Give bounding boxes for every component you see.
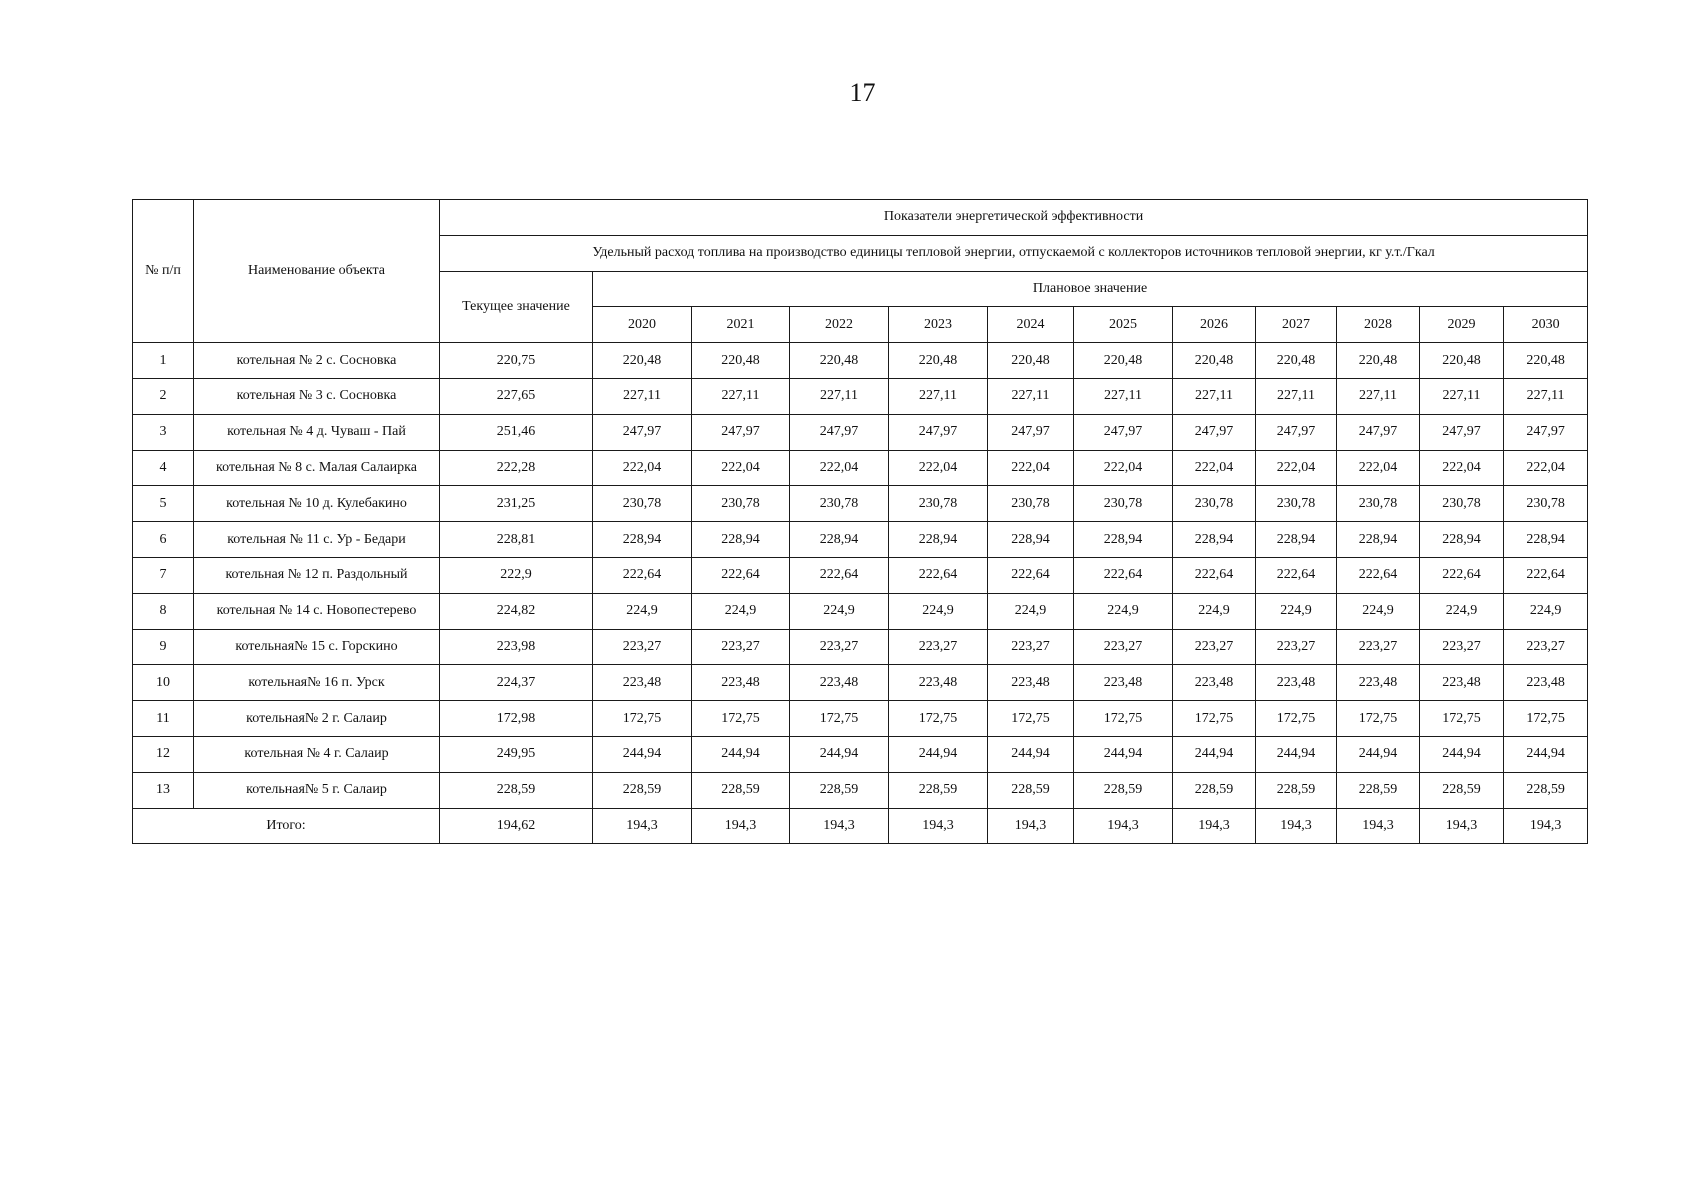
row-planned-value: 228,94 <box>692 522 790 558</box>
header-year: 2027 <box>1256 307 1337 343</box>
row-planned-value: 228,94 <box>1256 522 1337 558</box>
total-planned-value: 194,3 <box>889 808 988 844</box>
row-number: 2 <box>133 378 194 414</box>
row-current-value: 228,81 <box>440 522 593 558</box>
row-planned-value: 227,11 <box>692 378 790 414</box>
row-planned-value: 227,11 <box>1420 378 1504 414</box>
total-planned-value: 194,3 <box>988 808 1074 844</box>
row-planned-value: 230,78 <box>1256 486 1337 522</box>
row-number: 3 <box>133 414 194 450</box>
row-object-name: котельная № 11 с. Ур - Бедари <box>194 522 440 558</box>
row-planned-value: 247,97 <box>889 414 988 450</box>
row-planned-value: 228,59 <box>1504 772 1588 808</box>
row-current-value: 224,37 <box>440 665 593 701</box>
row-planned-value: 224,9 <box>988 593 1074 629</box>
row-planned-value: 224,9 <box>1074 593 1173 629</box>
row-planned-value: 228,94 <box>790 522 889 558</box>
row-planned-value: 223,48 <box>593 665 692 701</box>
total-planned-value: 194,3 <box>692 808 790 844</box>
row-planned-value: 222,04 <box>593 450 692 486</box>
row-planned-value: 228,94 <box>593 522 692 558</box>
row-planned-value: 228,94 <box>1420 522 1504 558</box>
row-planned-value: 172,75 <box>988 701 1074 737</box>
row-planned-value: 224,9 <box>1420 593 1504 629</box>
row-planned-value: 222,64 <box>1420 557 1504 593</box>
table-row <box>133 378 1588 414</box>
row-planned-value: 223,27 <box>988 629 1074 665</box>
row-planned-value: 223,27 <box>1420 629 1504 665</box>
total-planned-value: 194,3 <box>1420 808 1504 844</box>
header-group-title: Показатели энергетической эффективности <box>440 200 1588 236</box>
header-year: 2024 <box>988 307 1074 343</box>
row-planned-value: 223,48 <box>1337 665 1420 701</box>
row-planned-value: 228,59 <box>1173 772 1256 808</box>
total-planned-value: 194,3 <box>1074 808 1173 844</box>
row-planned-value: 224,9 <box>692 593 790 629</box>
row-planned-value: 247,97 <box>1173 414 1256 450</box>
row-planned-value: 223,48 <box>988 665 1074 701</box>
row-planned-value: 230,78 <box>1337 486 1420 522</box>
row-planned-value: 220,48 <box>988 343 1074 379</box>
total-planned-value: 194,3 <box>1337 808 1420 844</box>
row-planned-value: 222,04 <box>790 450 889 486</box>
row-planned-value: 220,48 <box>1074 343 1173 379</box>
row-planned-value: 247,97 <box>790 414 889 450</box>
row-number: 10 <box>133 665 194 701</box>
table-row <box>133 414 1588 450</box>
row-planned-value: 247,97 <box>1420 414 1504 450</box>
row-planned-value: 244,94 <box>1420 736 1504 772</box>
row-current-value: 231,25 <box>440 486 593 522</box>
row-planned-value: 227,11 <box>593 378 692 414</box>
table-row <box>133 629 1588 665</box>
row-planned-value: 222,04 <box>1504 450 1588 486</box>
row-planned-value: 227,11 <box>1256 378 1337 414</box>
row-planned-value: 222,04 <box>1337 450 1420 486</box>
row-planned-value: 220,48 <box>1420 343 1504 379</box>
row-planned-value: 223,48 <box>692 665 790 701</box>
row-planned-value: 223,48 <box>1074 665 1173 701</box>
header-year: 2022 <box>790 307 889 343</box>
row-object-name: котельная № 4 д. Чуваш - Пай <box>194 414 440 450</box>
header-year: 2029 <box>1420 307 1504 343</box>
row-planned-value: 244,94 <box>988 736 1074 772</box>
row-planned-value: 227,11 <box>1173 378 1256 414</box>
row-planned-value: 227,11 <box>790 378 889 414</box>
table-row <box>133 450 1588 486</box>
header-year: 2025 <box>1074 307 1173 343</box>
row-planned-value: 228,94 <box>1337 522 1420 558</box>
row-planned-value: 220,48 <box>1504 343 1588 379</box>
row-planned-value: 230,78 <box>1420 486 1504 522</box>
row-planned-value: 228,59 <box>1256 772 1337 808</box>
row-planned-value: 172,75 <box>593 701 692 737</box>
row-planned-value: 247,97 <box>593 414 692 450</box>
row-planned-value: 222,64 <box>889 557 988 593</box>
row-planned-value: 227,11 <box>988 378 1074 414</box>
row-current-value: 228,59 <box>440 772 593 808</box>
row-planned-value: 244,94 <box>1337 736 1420 772</box>
row-current-value: 227,65 <box>440 378 593 414</box>
row-current-value: 222,9 <box>440 557 593 593</box>
row-planned-value: 230,78 <box>692 486 790 522</box>
row-planned-value: 247,97 <box>1074 414 1173 450</box>
row-planned-value: 223,27 <box>1337 629 1420 665</box>
row-planned-value: 224,9 <box>889 593 988 629</box>
row-planned-value: 223,27 <box>889 629 988 665</box>
row-planned-value: 244,94 <box>593 736 692 772</box>
header-number: № п/п <box>133 200 194 343</box>
table-row <box>133 343 1588 379</box>
row-planned-value: 222,64 <box>790 557 889 593</box>
header-planned-value: Плановое значение <box>593 271 1588 307</box>
table-row <box>133 522 1588 558</box>
row-planned-value: 230,78 <box>889 486 988 522</box>
total-planned-value: 194,3 <box>790 808 889 844</box>
header-object-name: Наименование объекта <box>194 200 440 343</box>
energy-efficiency-table <box>132 199 1588 844</box>
row-planned-value: 247,97 <box>1504 414 1588 450</box>
table-row <box>133 772 1588 808</box>
header-current-value: Текущее значение <box>440 271 593 343</box>
header-year: 2030 <box>1504 307 1588 343</box>
row-planned-value: 228,94 <box>1074 522 1173 558</box>
row-planned-value: 224,9 <box>1337 593 1420 629</box>
row-planned-value: 230,78 <box>1074 486 1173 522</box>
total-current-value: 194,62 <box>440 808 593 844</box>
row-planned-value: 228,59 <box>790 772 889 808</box>
row-planned-value: 222,04 <box>1074 450 1173 486</box>
row-planned-value: 247,97 <box>988 414 1074 450</box>
row-planned-value: 228,59 <box>988 772 1074 808</box>
header-year: 2028 <box>1337 307 1420 343</box>
row-object-name: котельная № 10 д. Кулебакино <box>194 486 440 522</box>
row-planned-value: 227,11 <box>889 378 988 414</box>
table-row <box>133 665 1588 701</box>
row-planned-value: 172,75 <box>1256 701 1337 737</box>
row-current-value: 220,75 <box>440 343 593 379</box>
row-object-name: котельная№ 5 г. Салаир <box>194 772 440 808</box>
row-planned-value: 224,9 <box>593 593 692 629</box>
row-planned-value: 244,94 <box>1173 736 1256 772</box>
row-planned-value: 220,48 <box>1337 343 1420 379</box>
row-planned-value: 227,11 <box>1074 378 1173 414</box>
row-planned-value: 230,78 <box>593 486 692 522</box>
row-current-value: 249,95 <box>440 736 593 772</box>
row-planned-value: 222,64 <box>1504 557 1588 593</box>
row-planned-value: 244,94 <box>790 736 889 772</box>
row-object-name: котельная № 3 с. Сосновка <box>194 378 440 414</box>
row-current-value: 251,46 <box>440 414 593 450</box>
row-planned-value: 222,04 <box>1173 450 1256 486</box>
row-planned-value: 228,59 <box>1420 772 1504 808</box>
row-planned-value: 222,04 <box>889 450 988 486</box>
row-planned-value: 228,59 <box>593 772 692 808</box>
row-planned-value: 247,97 <box>692 414 790 450</box>
row-number: 6 <box>133 522 194 558</box>
row-planned-value: 227,11 <box>1504 378 1588 414</box>
row-planned-value: 244,94 <box>1256 736 1337 772</box>
header-year: 2026 <box>1173 307 1256 343</box>
row-planned-value: 230,78 <box>1504 486 1588 522</box>
row-number: 8 <box>133 593 194 629</box>
table-row <box>133 736 1588 772</box>
row-planned-value: 223,27 <box>692 629 790 665</box>
row-planned-value: 223,27 <box>1173 629 1256 665</box>
row-planned-value: 223,27 <box>1504 629 1588 665</box>
total-planned-value: 194,3 <box>593 808 692 844</box>
row-number: 1 <box>133 343 194 379</box>
row-planned-value: 222,64 <box>1256 557 1337 593</box>
row-planned-value: 230,78 <box>1173 486 1256 522</box>
row-planned-value: 228,94 <box>1504 522 1588 558</box>
header-year: 2020 <box>593 307 692 343</box>
row-planned-value: 222,04 <box>988 450 1074 486</box>
row-planned-value: 244,94 <box>889 736 988 772</box>
row-planned-value: 230,78 <box>988 486 1074 522</box>
row-planned-value: 222,64 <box>1337 557 1420 593</box>
row-number: 9 <box>133 629 194 665</box>
row-planned-value: 223,48 <box>790 665 889 701</box>
table-header <box>133 200 1588 343</box>
row-number: 11 <box>133 701 194 737</box>
row-planned-value: 223,48 <box>1173 665 1256 701</box>
row-planned-value: 223,48 <box>1256 665 1337 701</box>
row-object-name: котельная № 12 п. Раздольный <box>194 557 440 593</box>
total-planned-value: 194,3 <box>1504 808 1588 844</box>
row-current-value: 222,28 <box>440 450 593 486</box>
header-sub-title: Удельный расход топлива на производство единицы тепловой энергии, отпускаемой с коллекторов источников тепловой энергии, кг у.т./Гкал <box>440 235 1588 271</box>
row-planned-value: 172,75 <box>692 701 790 737</box>
row-current-value: 224,82 <box>440 593 593 629</box>
row-planned-value: 223,27 <box>593 629 692 665</box>
row-planned-value: 220,48 <box>889 343 988 379</box>
row-current-value: 223,98 <box>440 629 593 665</box>
table-row <box>133 486 1588 522</box>
header-year: 2023 <box>889 307 988 343</box>
row-planned-value: 222,04 <box>1256 450 1337 486</box>
row-number: 13 <box>133 772 194 808</box>
row-planned-value: 227,11 <box>1337 378 1420 414</box>
row-planned-value: 172,75 <box>1420 701 1504 737</box>
row-number: 12 <box>133 736 194 772</box>
row-planned-value: 222,04 <box>1420 450 1504 486</box>
page-number: 17 <box>849 78 876 107</box>
row-planned-value: 244,94 <box>1504 736 1588 772</box>
row-planned-value: 228,59 <box>889 772 988 808</box>
row-planned-value: 220,48 <box>1256 343 1337 379</box>
row-planned-value: 224,9 <box>790 593 889 629</box>
row-planned-value: 228,59 <box>1074 772 1173 808</box>
row-planned-value: 228,59 <box>692 772 790 808</box>
row-object-name: котельная№ 15 с. Горскино <box>194 629 440 665</box>
row-planned-value: 228,94 <box>988 522 1074 558</box>
row-planned-value: 223,48 <box>889 665 988 701</box>
row-planned-value: 223,27 <box>790 629 889 665</box>
row-planned-value: 222,64 <box>692 557 790 593</box>
row-planned-value: 172,75 <box>1173 701 1256 737</box>
row-planned-value: 220,48 <box>593 343 692 379</box>
row-object-name: котельная № 2 с. Сосновка <box>194 343 440 379</box>
row-planned-value: 223,48 <box>1504 665 1588 701</box>
row-planned-value: 222,64 <box>988 557 1074 593</box>
row-planned-value: 224,9 <box>1504 593 1588 629</box>
table-body <box>133 343 1588 844</box>
table-row <box>133 701 1588 737</box>
row-planned-value: 222,64 <box>593 557 692 593</box>
row-planned-value: 224,9 <box>1256 593 1337 629</box>
row-planned-value: 222,04 <box>692 450 790 486</box>
row-planned-value: 247,97 <box>1256 414 1337 450</box>
row-planned-value: 244,94 <box>1074 736 1173 772</box>
total-label: Итого: <box>133 808 440 844</box>
total-planned-value: 194,3 <box>1173 808 1256 844</box>
header-year: 2021 <box>692 307 790 343</box>
row-number: 4 <box>133 450 194 486</box>
row-planned-value: 172,75 <box>889 701 988 737</box>
row-object-name: котельная№ 16 п. Урск <box>194 665 440 701</box>
row-planned-value: 222,64 <box>1173 557 1256 593</box>
row-planned-value: 220,48 <box>1173 343 1256 379</box>
row-planned-value: 228,59 <box>1337 772 1420 808</box>
table-row <box>133 593 1588 629</box>
row-planned-value: 223,48 <box>1420 665 1504 701</box>
row-planned-value: 223,27 <box>1074 629 1173 665</box>
row-planned-value: 228,94 <box>889 522 988 558</box>
row-object-name: котельная№ 2 г. Салаир <box>194 701 440 737</box>
row-object-name: котельная № 14 с. Новопестерево <box>194 593 440 629</box>
table-row-total <box>133 808 1588 844</box>
row-object-name: котельная № 8 с. Малая Салаирка <box>194 450 440 486</box>
row-planned-value: 223,27 <box>1256 629 1337 665</box>
row-object-name: котельная № 4 г. Салаир <box>194 736 440 772</box>
row-planned-value: 244,94 <box>692 736 790 772</box>
row-number: 7 <box>133 557 194 593</box>
table-row <box>133 557 1588 593</box>
row-planned-value: 224,9 <box>1173 593 1256 629</box>
total-planned-value: 194,3 <box>1256 808 1337 844</box>
row-current-value: 172,98 <box>440 701 593 737</box>
row-planned-value: 228,94 <box>1173 522 1256 558</box>
row-planned-value: 220,48 <box>790 343 889 379</box>
row-planned-value: 220,48 <box>692 343 790 379</box>
row-planned-value: 172,75 <box>1504 701 1588 737</box>
row-planned-value: 172,75 <box>1074 701 1173 737</box>
row-planned-value: 172,75 <box>790 701 889 737</box>
row-planned-value: 172,75 <box>1337 701 1420 737</box>
row-planned-value: 247,97 <box>1337 414 1420 450</box>
row-planned-value: 222,64 <box>1074 557 1173 593</box>
row-number: 5 <box>133 486 194 522</box>
row-planned-value: 230,78 <box>790 486 889 522</box>
